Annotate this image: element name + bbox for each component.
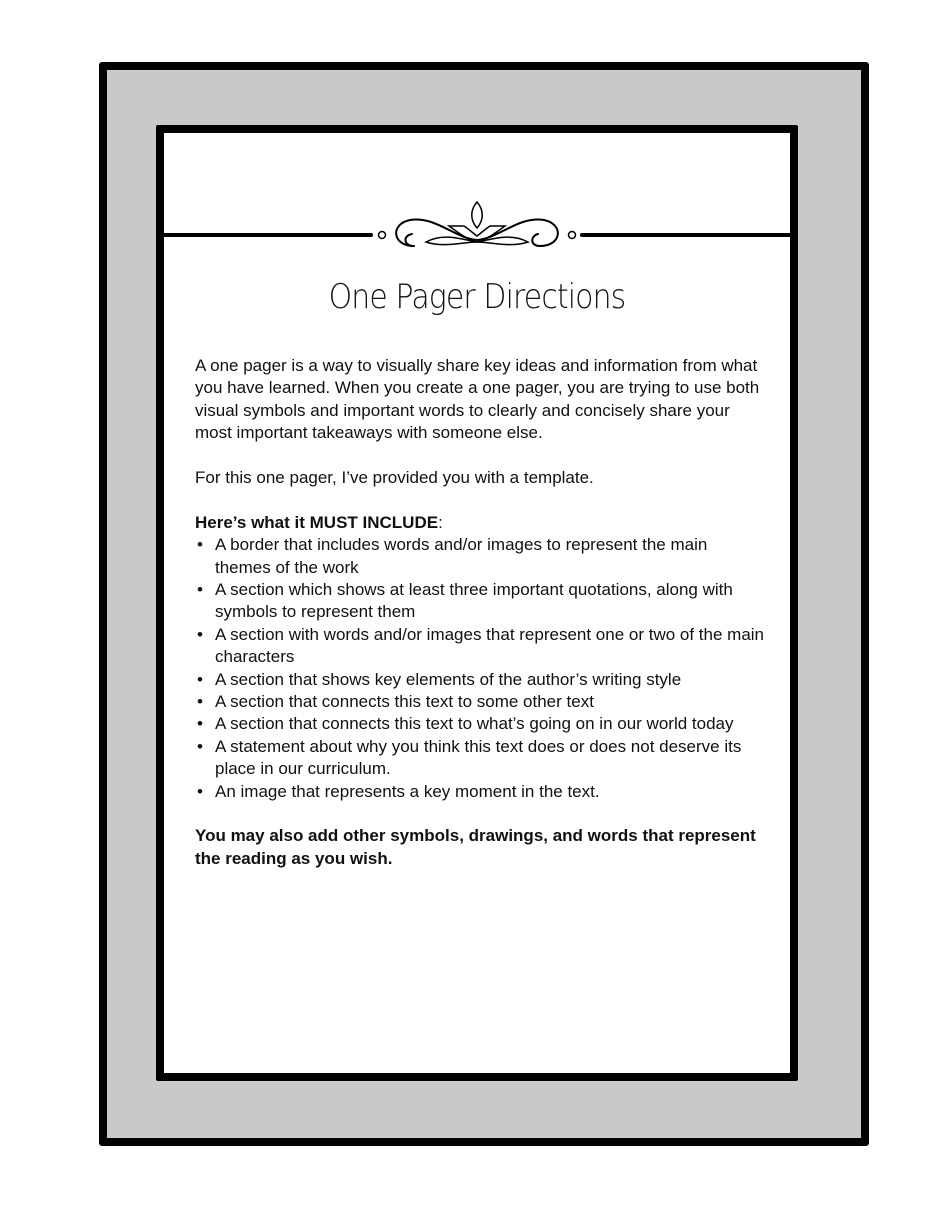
ornament-divider-icon	[164, 188, 790, 258]
colon: :	[438, 512, 443, 532]
closing-note: You may also add other symbols, drawings, and words that represent the reading as you wish.	[195, 826, 756, 868]
list-item: • A border that includes words and/or images to represent the main themes of the work	[195, 534, 765, 579]
must-include-heading	[195, 512, 765, 534]
list-item: • A section with words and/or images that represent one or two of the main characters	[195, 624, 765, 669]
directions-body	[195, 355, 765, 893]
list-item: • A section which shows at least three important quotations, along with symbols to represent them	[195, 579, 765, 624]
list-item: • A section that connects this text to what’s going on in our world today	[195, 713, 765, 735]
intro-paragraph: A one pager is a way to visually share key ideas and information from what you have learned. When you create a one pager, you are trying to use both visual symbols and important words to clearly and concisely share your most important takeaways with someone else.	[195, 356, 760, 443]
list-item: • An image that represents a key moment in the text.	[195, 781, 765, 803]
list-item: • A section that shows key elements of the author’s writing style	[195, 669, 765, 691]
page-card	[156, 125, 798, 1081]
must-include-label: Here’s what it MUST INCLUDE	[195, 512, 439, 532]
list-item: • A section that connects this text to some other text	[195, 691, 765, 713]
requirements-list	[195, 534, 765, 803]
template-note: For this one pager, I’ve provided you with a template.	[195, 468, 594, 488]
list-item: • A statement about why you think this text does or does not deserve its place in our curriculum.	[195, 736, 765, 781]
page-title: One Pager Directions	[328, 277, 626, 317]
